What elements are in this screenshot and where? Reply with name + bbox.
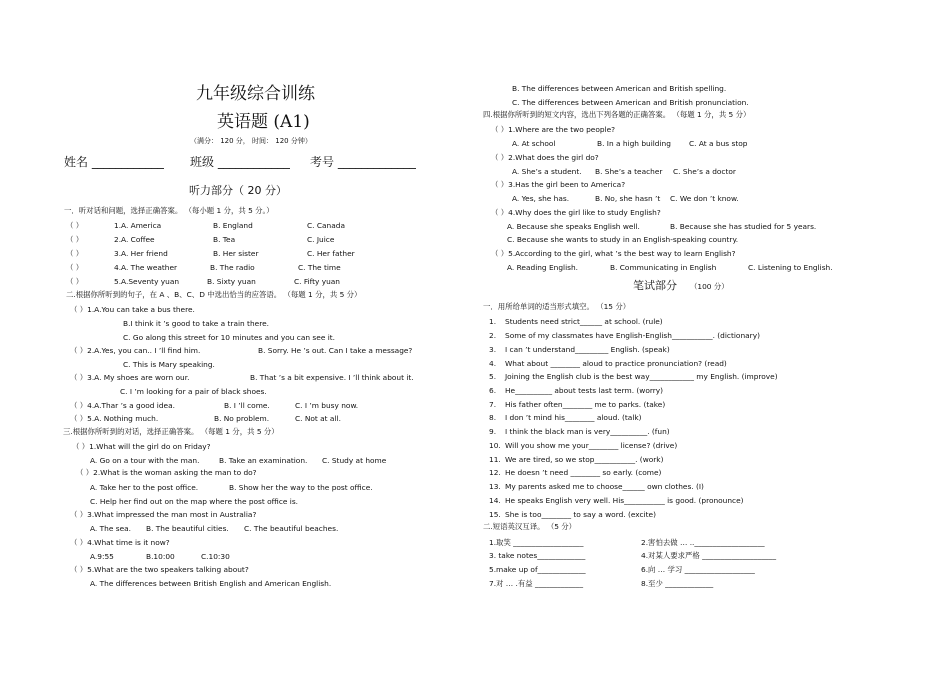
part1-q4-blank[interactable]: （ ） <box>66 263 84 272</box>
part3-instruction: 三.根据你所听到的对话，选择正确答案。 （每题 1 分，共 5 分） <box>63 427 279 436</box>
part3-q5-c: C. The differences between American and British pronunciation. <box>512 98 749 107</box>
part4-q1: （ ）1.Where are the two people? <box>491 125 616 134</box>
fill-item-10-text: Will you show me your________ license? (drive) <box>505 441 678 450</box>
written-heading: 笔试部分 <box>633 279 677 292</box>
fill-item-12-text: He doesn ’t need ________ so early. (come) <box>505 468 662 477</box>
fill-instruction: 一．用所给单词的适当形式填空。 （15 分） <box>483 302 631 311</box>
part1-q5-b: B. Sixty yuan <box>207 277 256 286</box>
part1-q1-c: C. Canada <box>307 221 345 230</box>
part2-q1-b: B.I think it ’s good to take a train there. <box>123 319 269 328</box>
class-field[interactable]: 班级 ____________ <box>190 155 290 169</box>
part2-q4: （ ）4.A.Thar ’s a good idea. <box>70 401 175 410</box>
fill-item-7-text: His father often________ me to parks. (take) <box>505 400 666 409</box>
fill-item-15-text: She is too________ to say a word. (excite) <box>505 510 656 519</box>
fill-item-1-text: Students need strict______ at school. (rule) <box>505 317 663 326</box>
translate-item-4: 4.对某人要求严格 ____________________ <box>641 551 777 560</box>
part1-q3-c: C. Her father <box>307 249 355 258</box>
part3-q3: （ ）3.What impressed the man most in Australia? <box>70 510 257 519</box>
part3-q1: （ ）1.What will the girl do on Friday? <box>72 442 211 451</box>
fill-item-14-num: 14. <box>489 496 501 505</box>
translate-item-2: 2.害怕去做 … ..___________________ <box>641 538 765 547</box>
part2-q1-c: C. Go along this street for 10 minutes and you can see it. <box>123 333 336 342</box>
part1-q4-c: C. The time <box>298 263 341 272</box>
part4-q4-c: C. Because she wants to study in an English-speaking country. <box>507 235 739 244</box>
part2-instruction: 二.根据你所听到的句子，在 A 、B、C、D 中选出恰当的应答语。 （每题 1 分，共 5 分） <box>66 290 362 299</box>
part3-q3-c: C. The beautiful beaches. <box>244 524 339 533</box>
part4-q2-a: A. She’s a student. <box>512 167 582 176</box>
part3-q4-c: C.10:30 <box>201 552 230 561</box>
part3-q1-b: B. Take an examination. <box>219 456 308 465</box>
part1-q5-blank[interactable]: （ ） <box>66 277 84 286</box>
fill-item-13-num: 13. <box>489 482 501 491</box>
part2-q3: （ ）3.A. My shoes are worn our. <box>70 373 190 382</box>
fill-item-5-text: Joining the English club is the best way____________ my English. (improve) <box>505 372 778 381</box>
part3-q2-b: B. Show her the way to the post office. <box>229 483 373 492</box>
part2-q2-c: C. This is Mary speaking. <box>123 360 215 369</box>
exam-meta: （满分： 120 分， 时间： 120 分钟） <box>190 137 312 145</box>
fill-item-3-num: 3. <box>489 345 497 354</box>
translate-item-7: 7.对 … .有益 _____________ <box>489 579 584 588</box>
part4-q3-a: A. Yes, she has. <box>512 194 570 203</box>
part3-q5-b: B. The differences between American and British spelling. <box>512 84 727 93</box>
part1-q4-a: 4.A. The weather <box>114 263 178 272</box>
part1-q2-a: 2.A. Coffee <box>114 235 155 244</box>
part2-q3-b: B. That ’s a bit expensive. I ’ll think about it. <box>250 373 414 382</box>
part1-q2-c: C. Juice <box>307 235 335 244</box>
translate-item-6: 6.向 … 学习 ___________________ <box>641 565 755 574</box>
fill-item-4-text: What about ________ aloud to practice pronunciation? (read) <box>505 359 727 368</box>
part1-q1-b: B. England <box>213 221 253 230</box>
part3-q2-c: C. Help her find out on the map where the post office is. <box>90 497 299 506</box>
fill-item-2-num: 2. <box>489 331 497 340</box>
translate-item-1: 1.取笑 ___________________ <box>489 538 584 547</box>
part4-instruction: 四.根据你所听到的短文内容，选出下列各题的正确答案。 （每题 1 分，共 5 分） <box>483 110 751 119</box>
listening-heading: 听力部分（ 20 分） <box>189 184 287 197</box>
fill-item-5-num: 5. <box>489 372 497 381</box>
part3-q1-a: A. Go on a tour with the man. <box>90 456 200 465</box>
fill-item-11-text: We are tired, so we stop___________. (work) <box>505 455 664 464</box>
part2-q1: （ ）1.A.You can take a bus there. <box>70 305 195 314</box>
part1-q2-blank[interactable]: （ ） <box>66 235 84 244</box>
part4-q4: （ ）4.Why does the girl like to study English? <box>491 208 661 217</box>
exam-title: 九年级综合训练 <box>196 84 315 104</box>
part3-q5-a: A. The differences between British English and American English. <box>90 579 332 588</box>
part4-q5-a: A. Reading English. <box>507 263 579 272</box>
translate-item-3: 3. take notes_____________ <box>489 551 586 560</box>
part3-q5: （ ）5.What are the two speakers talking about? <box>70 565 249 574</box>
fill-item-9-text: I think the black man is very__________. (fun) <box>505 427 670 436</box>
part1-q1-blank[interactable]: （ ） <box>66 221 84 230</box>
part3-q4-b: B.10:00 <box>146 552 175 561</box>
part1-q3-a: 3.A. Her friend <box>114 249 168 258</box>
part4-q1-c: C. At a bus stop <box>689 139 748 148</box>
number-field[interactable]: 考号 _____________ <box>310 155 416 169</box>
part4-q2-b: B. She’s a teacher <box>595 167 663 176</box>
part3-q3-b: B. The beautiful cities. <box>146 524 229 533</box>
part1-instruction: 一．听对话和问题，选择正确答案。 （每小题 1 分，共 5 分。） <box>64 206 274 215</box>
fill-item-11-num: 11. <box>489 455 501 464</box>
part1-q5-c: C. Fifty yuan <box>294 277 340 286</box>
part2-q5-c: C. Not at all. <box>295 414 341 423</box>
part1-q3-blank[interactable]: （ ） <box>66 249 84 258</box>
part2-q2: （ ）2.A.Yes, you can.. I ’ll find him. <box>70 346 201 355</box>
part4-q3: （ ）3.Has the girl been to America? <box>491 180 626 189</box>
fill-item-9-num: 9. <box>489 427 497 436</box>
part3-q4: （ ）4.What time is it now? <box>70 538 170 547</box>
part1-q3-b: B. Her sister <box>213 249 259 258</box>
part4-q5-b: B. Communicating in English <box>610 263 717 272</box>
part4-q2-c: C. She’s a doctor <box>673 167 736 176</box>
part4-q4-b: B. Because she has studied for 5 years. <box>670 222 817 231</box>
part3-q3-a: A. The sea. <box>90 524 131 533</box>
translate-instruction: 二.短语英汉互译。 （5 分） <box>483 522 577 531</box>
fill-item-10-num: 10. <box>489 441 501 450</box>
part4-q4-a: A. Because she speaks English well. <box>507 222 640 231</box>
part4-q5: （ ）5.According to the girl, what ’s the best way to learn English? <box>491 249 736 258</box>
part3-q2: （ ）2.What is the woman asking the man to do? <box>76 468 257 477</box>
fill-item-3-text: I can ’t understand_________ English. (speak) <box>505 345 670 354</box>
part1-q2-b: B. Tea <box>213 235 236 244</box>
fill-item-7-num: 7. <box>489 400 497 409</box>
part3-q2-a: A. Take her to the post office. <box>90 483 199 492</box>
exam-subtitle: 英语题 (A1) <box>217 112 310 132</box>
fill-item-1-num: 1. <box>489 317 497 326</box>
part4-q3-b: B. No, she hasn ’t <box>595 194 661 203</box>
part1-q1-a: 1.A. America <box>114 221 162 230</box>
fill-item-12-num: 12. <box>489 468 501 477</box>
part4-q2: （ ）2.What does the girl do? <box>491 153 599 162</box>
part4-q5-c: C. Listening to English. <box>748 263 833 272</box>
fill-item-14-text: He speaks English very well. His___________ is good. (pronounce) <box>505 496 744 505</box>
part2-q5: （ ）5.A. Nothing much. <box>70 414 159 423</box>
part2-q3-c: C. I ’m looking for a pair of black shoes. <box>120 387 267 396</box>
translate-item-8: 8.至少 _____________ <box>641 579 714 588</box>
written-points: （100 分） <box>690 282 729 291</box>
fill-item-13-text: My parents asked me to choose______ own clothes. (I) <box>505 482 704 491</box>
part1-q4-b: B. The radio <box>210 263 255 272</box>
fill-item-4-num: 4. <box>489 359 497 368</box>
part4-q1-b: B. In a high building <box>597 139 671 148</box>
part2-q5-b: B. No problem. <box>214 414 270 423</box>
part3-q1-c: C. Study at home <box>322 456 387 465</box>
part1-q5-a: 5.A.Seventy yuan <box>114 277 180 286</box>
name-field[interactable]: 姓名 ____________ <box>64 155 164 169</box>
part2-q4-c: C. I ’m busy now. <box>295 401 359 410</box>
part2-q2-b: B. Sorry. He ’s out. Can I take a message? <box>258 346 413 355</box>
fill-item-2-text: Some of my classmates have English-English___________. (dictionary) <box>505 331 760 340</box>
fill-item-8-num: 8. <box>489 413 497 422</box>
part3-q4-a: A.9:55 <box>90 552 114 561</box>
part4-q1-a: A. At school <box>512 139 556 148</box>
fill-item-15-num: 15. <box>489 510 501 519</box>
fill-item-6-num: 6. <box>489 386 497 395</box>
part2-q4-b: B. I ’ll come. <box>224 401 270 410</box>
fill-item-8-text: I don ’t mind his________ aloud. (talk) <box>505 413 642 422</box>
translate-item-5: 5.make up of_____________ <box>489 565 586 574</box>
fill-item-6-text: He__________ about tests last term. (worry) <box>505 386 664 395</box>
part4-q3-c: C. We don ’t know. <box>670 194 739 203</box>
